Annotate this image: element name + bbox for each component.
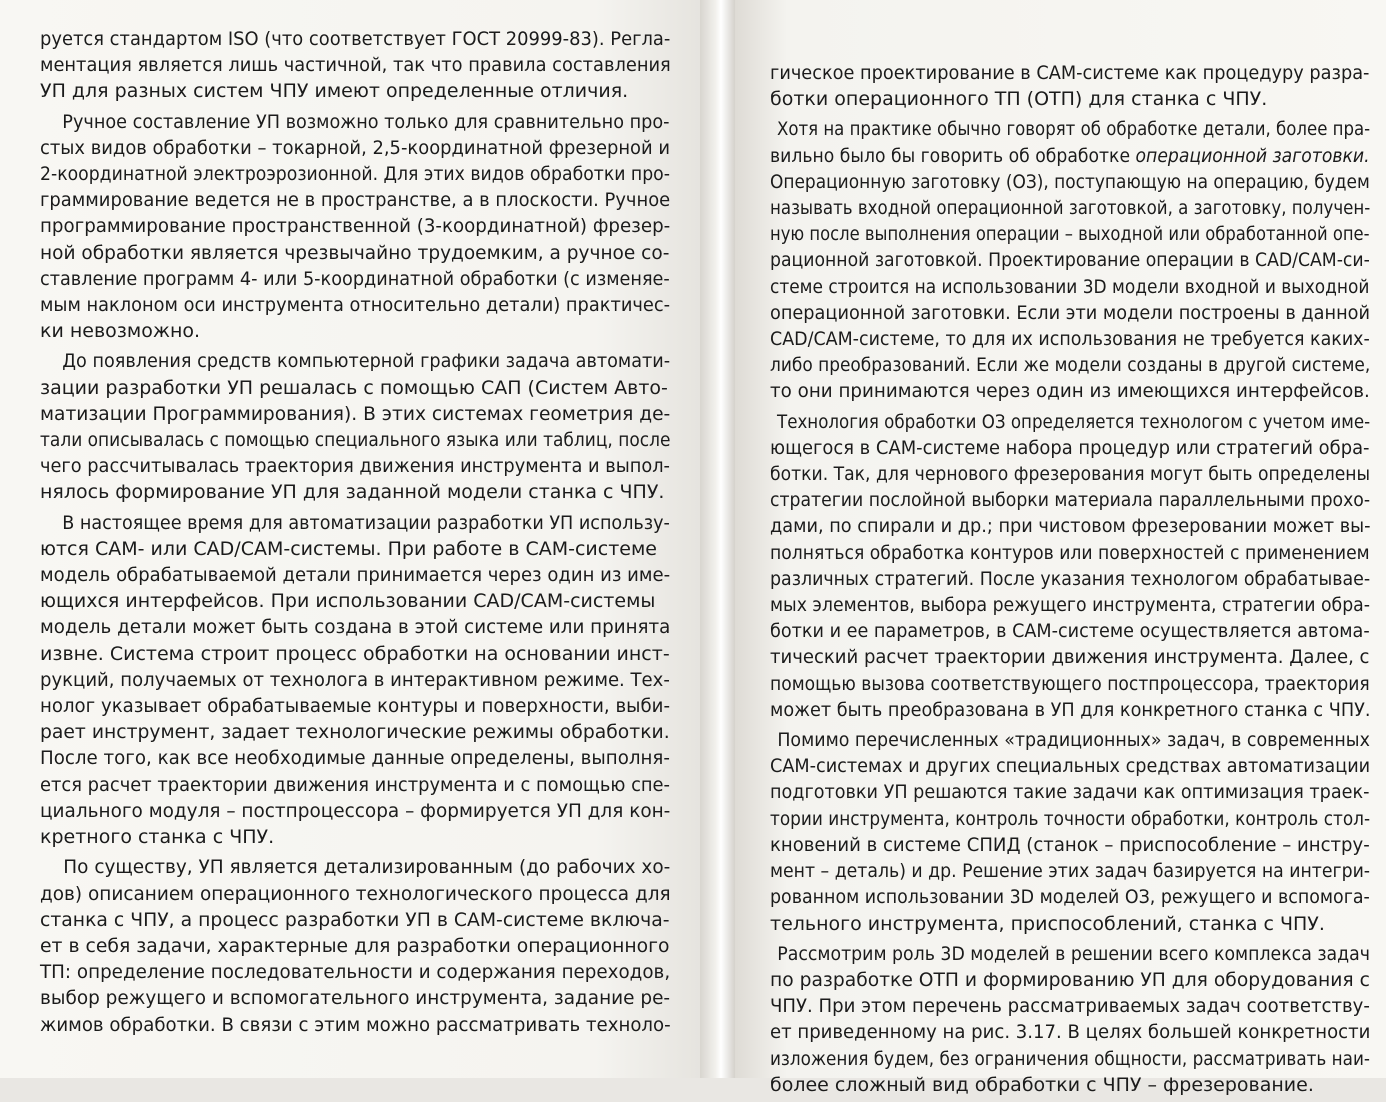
text-line: гическое проектирование в CAM-системе как процедуру разра- <box>770 62 1370 84</box>
text-line: мым наклоном оси инструмента относительно детали) практичес- <box>40 294 671 317</box>
text-line: тали описывалась с помощью специального языка или таблиц, после <box>40 429 671 452</box>
paragraph <box>770 116 1370 404</box>
text-line: мых элементов, выбора режущего инструмента, стратегии обра- <box>770 594 1371 617</box>
text-line: модель детали может быть создана в этой системе или принята <box>40 616 671 639</box>
text-line: 2-координатной электроэрозионной. Для этих видов обработки про- <box>40 163 670 186</box>
text-line: тельного инструмента, приспособлений, станка с ЧПУ. <box>770 912 1325 935</box>
text-line: ботки. Так, для чернового фрезерования могут быть определены <box>770 463 1371 486</box>
text-fragment: вильно было бы говорить об обработке <box>770 144 1136 167</box>
text-line: дами, по спирали и др.; при чистовом фрезеровании может вы- <box>770 515 1371 538</box>
text-line: ет приведенному на рис. 3.17. В целях большей конкретности <box>770 1021 1371 1044</box>
text-line: тический расчет траектории движения инструмента. Далее, с <box>770 646 1370 669</box>
text-line: По существу, УП является детализированным (до рабочих хо- <box>63 856 671 879</box>
paragraph <box>770 409 1370 723</box>
text-line: операционной заготовки. Если эти модели построены в данной <box>770 301 1370 324</box>
text-line: мент – деталь) и др. Решение этих задач базируется на интегри- <box>770 860 1371 883</box>
text-line: стратегии послойной выборки материала параллельными прохо- <box>770 489 1371 512</box>
text-line: ющихся интерфейсов. При использовании CAD/CAM-системы <box>40 590 656 613</box>
text-line: рованном использовании 3D моделей ОЗ, режущего и вспомога- <box>770 886 1370 909</box>
text-line: более сложный вид обработки с ЧПУ – фрезерование. <box>770 1073 1314 1096</box>
text-line: Хотя на практике обычно говорят об обработке детали, более пра- <box>776 118 1371 141</box>
text-line: изложения будем, без ограничения общности, рассматривать наи- <box>770 1047 1370 1070</box>
text-line: УП для разных систем ЧПУ имеют определенные отличия. <box>40 80 629 103</box>
text-line: тории инструмента, контроль точности обработки, контроль стол- <box>770 807 1371 830</box>
paragraph <box>40 26 670 105</box>
text-line: ются CAM- или CAD/CAM-системы. При работе в CAM-системе <box>40 537 657 560</box>
emphasis-text: операционной заготовки. <box>1135 144 1370 167</box>
text-line: кретного станка с ЧПУ. <box>40 826 275 849</box>
text-line: граммирование ведется не в пространстве, а в плоскости. Ручное <box>40 189 671 212</box>
text-line: ЧПУ. При этом перечень рассматриваемых задач соответству- <box>770 995 1370 1018</box>
text-line: ющегося в CAM-системе набора процедур или стратегий обра- <box>770 436 1370 459</box>
text-line: До появления средств компьютерной графики задача автомати- <box>62 350 671 373</box>
text-line: станка с ЧПУ, а процесс разработки УП в CAM-системе включа- <box>40 908 670 931</box>
text-line: подготовки УП решаются такие задачи как оптимизация траек- <box>770 781 1370 804</box>
paragraph <box>40 109 670 345</box>
text-line: ментация является лишь частичной, так что правила составления <box>40 54 671 77</box>
text-line: то они принимаются через один из имеющихся интерфейсов. <box>770 380 1370 403</box>
text-line: различных стратегий. После указания технологом обрабатывае- <box>770 567 1371 590</box>
text-line: модель обрабатываемой детали принимается через один из име- <box>40 564 671 587</box>
left-page-text <box>40 26 670 1042</box>
paragraph <box>770 941 1370 1098</box>
text-line: может быть преобразована в УП для конкретного станка с ЧПУ. <box>770 698 1371 721</box>
paragraph <box>40 510 670 851</box>
paragraph <box>770 60 1370 112</box>
paragraph <box>40 854 670 1037</box>
text-line: ки невозможно. <box>40 320 201 343</box>
text-line: Рассмотрим роль 3D моделей в решении всего комплекса задач <box>777 942 1370 965</box>
text-line: помощью вызова соответствующего постпроцессора, траектория <box>770 672 1370 695</box>
text-line: ной обработки является чрезвычайно трудоемким, а ручное со- <box>40 241 670 264</box>
text-line: по разработке ОТП и формированию УП для оборудования с <box>770 968 1370 991</box>
paragraph <box>770 727 1370 937</box>
text-line: циального модуля – постпроцессора – формируется УП для кон- <box>40 799 671 822</box>
text-line: выбор режущего и вспомогательного инструмента, задание ре- <box>40 987 671 1010</box>
text-line: полняться обработка контуров или поверхностей с применением <box>770 541 1370 564</box>
text-line: Операционную заготовку (ОЗ), поступающую на операцию, будем <box>770 170 1370 193</box>
text-line: ет в себя задачи, характерные для разработки операционного <box>40 934 670 957</box>
text-line: ставление программ 4- или 5-координатной обработки (с изменяе- <box>40 267 670 290</box>
text-line: ТП: определение последовательности и содержания переходов, <box>40 961 671 984</box>
text-line: руется стандартом ISO (что соответствует ГОСТ 20999-83). Регла- <box>40 28 671 50</box>
text-line: стеме строится на использовании 3D модели входной и выходной <box>770 275 1370 298</box>
paragraph <box>40 348 670 505</box>
text-line: нолог указывает обрабатываемые контуры и поверхности, выби- <box>40 695 671 718</box>
text-line: называть входной операционной заготовкой, а заготовку, получен- <box>770 197 1371 220</box>
text-line: дов) описанием операционного технологического процесса для <box>40 882 671 905</box>
text-line: Помимо перечисленных «традиционных» задач, в современных <box>777 729 1370 752</box>
text-line: После того, как все необходимые данные определены, выполня- <box>40 747 670 770</box>
text-line: либо преобразований. Если же модели созданы в другой системе, <box>770 354 1371 377</box>
book-gutter <box>700 0 735 1078</box>
text-line: Ручное составление УП возможно только для сравнительно про- <box>62 110 670 133</box>
text-line: программирование пространственной (3-координатной) фрезер- <box>40 215 671 238</box>
text-line: CAM-системах и других специальных средствах автоматизации <box>770 755 1371 778</box>
text-line <box>770 143 1370 169</box>
text-line: ботки операционного ТП (ОТП) для станка с ЧПУ. <box>770 88 1268 111</box>
text-line: ную после выполнения операции – выходной или обработанной опе- <box>770 223 1370 246</box>
text-line: кновений в системе СПИД (станок – приспособление – инстру- <box>770 833 1370 856</box>
text-line: извне. Система строит процесс обработки на основании инст- <box>40 642 670 665</box>
text-line: стых видов обработки – токарной, 2,5-координатной фрезерной и <box>40 136 671 159</box>
text-line: рукций, получаемых от технолога в интерактивном режиме. Тех- <box>40 668 670 691</box>
text-line: зации разработки УП решалась с помощью САП (Систем Авто- <box>40 376 668 399</box>
text-line: ботки и ее параметров, в CAM-системе осуществляется автома- <box>770 620 1370 643</box>
text-line: жимов обработки. В связи с этим можно рассматривать техноло- <box>40 1013 671 1036</box>
text-line: матизации Программирования). В этих системах геометрия де- <box>40 402 671 425</box>
text-line: рает инструмент, задает технологические режимы обработки. <box>40 721 670 744</box>
text-line: чего рассчитывалась траектория движения инструмента и выпол- <box>40 455 670 478</box>
text-line: нялось формирование УП для заданной модели станка с ЧПУ. <box>40 481 665 504</box>
text-line: рационной заготовкой. Проектирование операции в CAD/CAM-си- <box>770 249 1370 272</box>
text-line: В настоящее время для автоматизации разработки УП использу- <box>62 511 670 534</box>
text-line: Технология обработки ОЗ определяется технологом с учетом име- <box>777 410 1371 433</box>
right-page-text <box>770 60 1370 1102</box>
text-line: CAD/CAM-системе, то для их использования не требуется каких- <box>770 328 1370 351</box>
text-line: ется расчет траектории движения инструмента и с помощью спе- <box>40 773 671 796</box>
